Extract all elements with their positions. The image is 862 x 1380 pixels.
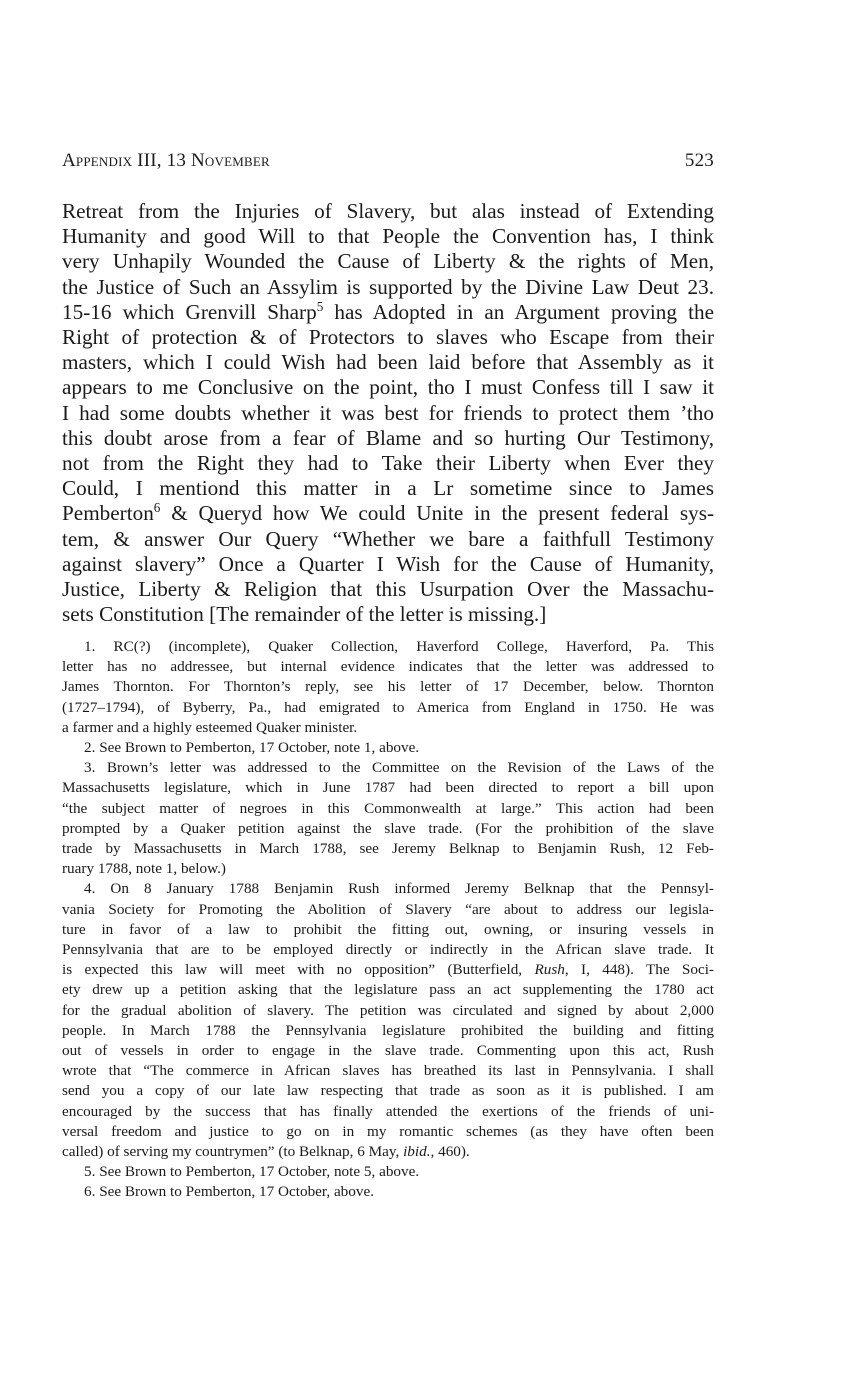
- body-line: Justice, Liberty & Religion that this Usurpation Over the Massachu-: [62, 577, 714, 602]
- footnote-line: 5. See Brown to Pemberton, 17 October, note 5, above.: [84, 1163, 420, 1181]
- cited-work-title: Rush: [534, 961, 565, 979]
- body-line: sets Constitution [The remainder of the letter is missing.]: [62, 602, 547, 627]
- footnote-line: “the subject matter of negroes in this Commonwealth at large.” This action had been: [62, 799, 714, 817]
- body-line: tem, & answer Our Query “Whether we bare a faithfull Testimony: [62, 526, 714, 551]
- footnote-text-run: , 460).: [430, 1143, 470, 1161]
- footnote-line: vania Society for Promoting the Abolition of Slavery “are about to address our legisla-: [62, 900, 714, 918]
- body-line: very Unhapily Wounded the Cause of Liberty & the rights of Men,: [62, 249, 714, 274]
- body-text-run: 15-16 which Grenvill Sharp: [62, 299, 317, 324]
- body-line: I had some doubts whether it was best for friends to protect them ’tho: [62, 400, 714, 425]
- footnote-line: James Thornton. For Thornton’s reply, see his letter of 17 December, below. Thornton: [62, 678, 714, 696]
- page-number: 523: [684, 150, 714, 171]
- footnote-line: 1. RC(?) (incomplete), Quaker Collection, Haverford College, Haverford, Pa. This: [84, 638, 714, 655]
- footnote-line: for the gradual abolition of slavery. The petition was circulated and signed by about 2,000: [62, 1001, 714, 1019]
- footnote-line: [62, 1142, 714, 1162]
- footnote-line: Pennsylvania that are to be employed directly or indirectly in the African slave trade. It: [62, 941, 714, 959]
- body-line: the Justice of Such an Assylim is supported by the Divine Law Deut 23.: [62, 274, 714, 299]
- footnotes: [62, 637, 714, 1203]
- footnote-line: encouraged by the success that has finally attended the exertions of the friends of uni-: [62, 1102, 714, 1120]
- footnote-line: 2. See Brown to Pemberton, 17 October, note 1, above.: [84, 739, 420, 757]
- body-text-run: & Queryd how We could Unite in the present federal sys-: [160, 501, 714, 526]
- footnote-line: ety drew up a petition asking that the legislature pass an act supplementing the 1780 act: [62, 981, 714, 999]
- footnote-line: 6. See Brown to Pemberton, 17 October, above.: [84, 1183, 375, 1201]
- footnote-line: 4. On 8 January 1788 Benjamin Rush informed Jeremy Belknap that the Pennsyl-: [84, 880, 714, 898]
- body-line: [62, 300, 714, 325]
- footnote-line: out of vessels in order to engage in the slave trade. Commenting upon this act, Rush: [62, 1042, 714, 1060]
- body-line: not from the Right they had to Take their Liberty when Ever they: [62, 451, 714, 476]
- footnote-line: [62, 960, 714, 980]
- footnote-line: trade by Massachusetts in March 1788, see Jeremy Belknap to Benjamin Rush, 12 Feb-: [62, 840, 714, 858]
- running-head: [62, 150, 714, 174]
- footnote-line: versal freedom and justice to go on in my romantic schemes (as they have often been: [62, 1122, 714, 1140]
- footnote-line: people. In March 1788 the Pennsylvania legislature prohibited the building and fitting: [62, 1021, 714, 1039]
- footnote-line: wrote that “The commerce in African slaves has breathed its last in Pennsylvania. I shall: [62, 1062, 714, 1080]
- footnote-3: [62, 758, 714, 879]
- ibid-abbreviation: ibid.: [403, 1143, 431, 1161]
- letter-body: [62, 199, 714, 627]
- body-line: masters, which I could Wish had been laid before that Assembly as it: [62, 350, 714, 375]
- body-line: [62, 501, 714, 526]
- body-text-run: has Adopted in an Argument proving the: [323, 299, 714, 324]
- footnote-ref-6: 6: [153, 500, 161, 516]
- footnote-1: [62, 637, 714, 738]
- footnote-line: ruary 1788, note 1, below.): [62, 860, 226, 878]
- footnote-line: 3. Brown’s letter was addressed to the Committee on the Revision of the Laws of the: [84, 759, 714, 777]
- body-line: Humanity and good Will to that People the Convention has, I think: [62, 224, 714, 249]
- footnote-ref-5: 5: [316, 298, 324, 314]
- body-line: against slavery” Once a Quarter I Wish for the Cause of Humanity,: [62, 551, 714, 576]
- footnote-line: prompted by a Quaker petition against the slave trade. (For the prohibition of the slave: [62, 819, 714, 837]
- footnote-4: [62, 879, 714, 1162]
- body-text-run: Pemberton: [62, 501, 154, 526]
- footnote-line: ture in favor of a law to prohibit the fitting out, owning, or insuring vessels in: [62, 920, 714, 938]
- footnote-text-run: , I, 448). The Soci-: [564, 961, 714, 979]
- body-line: this doubt arose from a fear of Blame and so hurting Our Testimony,: [62, 425, 714, 450]
- footnote-2: [62, 738, 714, 758]
- footnote-6: [62, 1182, 714, 1202]
- footnote-line: (1727–1794), of Byberry, Pa., had emigrated to America from England in 1750. He was: [62, 698, 714, 716]
- body-line: Could, I mentiond this matter in a Lr sometime since to James: [62, 476, 714, 501]
- footnote-line: send you a copy of our late law respecting that trade as soon as it is published. I am: [62, 1082, 714, 1100]
- footnote-line: a farmer and a highly esteemed Quaker minister.: [62, 718, 358, 736]
- footnote-5: [62, 1162, 714, 1182]
- running-title: Appendix III, 13 November: [62, 150, 270, 171]
- body-line: Right of protection & of Protectors to slaves who Escape from their: [62, 325, 714, 350]
- body-line: Retreat from the Injuries of Slavery, but alas instead of Extending: [62, 199, 714, 223]
- body-line: appears to me Conclusive on the point, tho I must Confess till I saw it: [62, 375, 714, 400]
- footnote-text-run: called) of serving my countrymen” (to Belknap, 6 May,: [62, 1143, 404, 1161]
- footnote-line: Massachusetts legislature, which in June 1787 had been directed to report a bill upon: [62, 779, 714, 797]
- footnote-text-run: is expected this law will meet with no opposition” (Butterfield,: [62, 961, 535, 979]
- footnote-line: letter has no addressee, but internal evidence indicates that the letter was addressed to: [62, 658, 714, 676]
